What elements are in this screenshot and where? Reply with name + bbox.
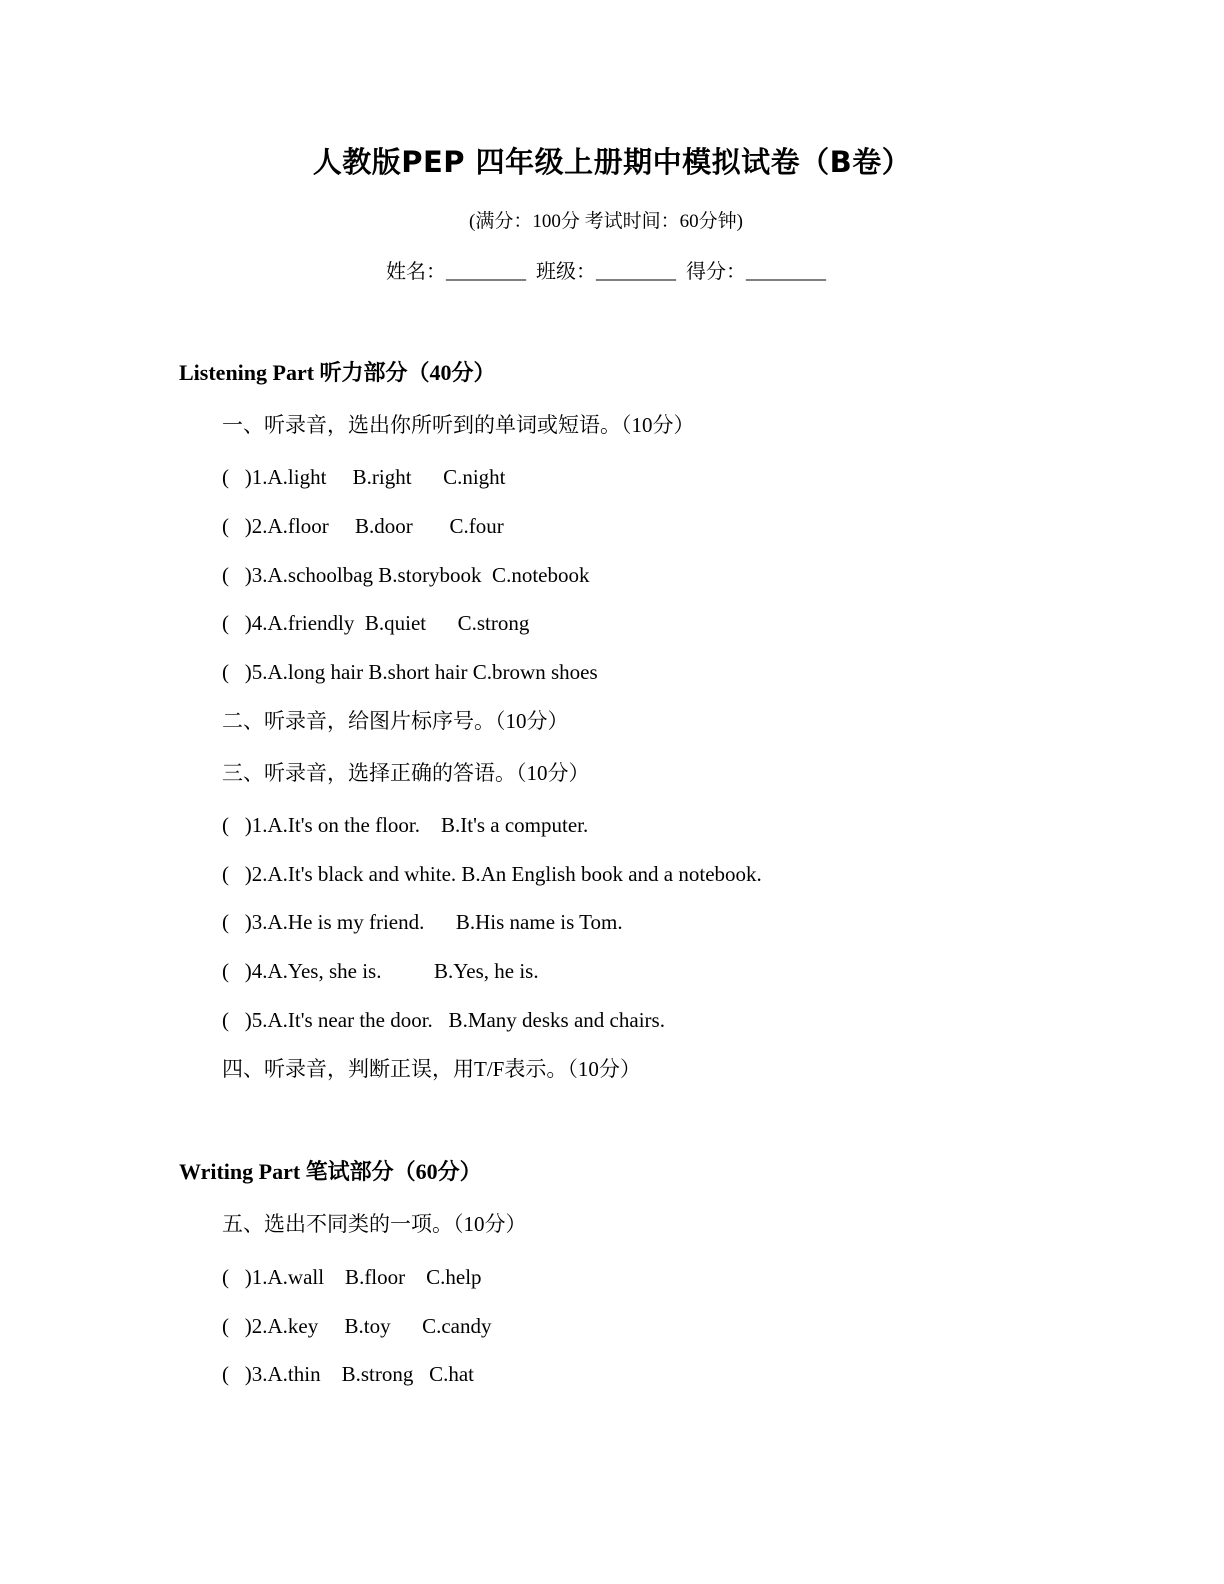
question-item: ( )4.A.friendly B.quiet C.strong: [222, 611, 530, 635]
question-item: ( )5.A.long hair B.short hair C.brown shoes: [222, 660, 598, 684]
question-item: ( )3.A.He is my friend. B.His name is Tom.: [222, 910, 623, 934]
exam-info: (满分：100分 考试时间：60分钟): [469, 211, 743, 232]
section-4-heading: 四、听录音，判断正误，用T/F表示。（10分）: [222, 1057, 641, 1081]
question-item: ( )3.A.thin B.strong C.hat: [222, 1362, 474, 1386]
section-3-heading: 三、听录音，选择正确的答语。（10分）: [222, 761, 590, 785]
question-item: ( )3.A.schoolbag B.storybook C.notebook: [222, 563, 590, 587]
section-5-heading: 五、选出不同类的一项。（10分）: [222, 1212, 527, 1236]
question-item: ( )1.A.light B.right C.night: [222, 465, 506, 489]
question-item: ( )1.A.It's on the floor. B.It's a computer.: [222, 813, 589, 837]
student-info-line: 姓名：________ 班级：________ 得分：________: [386, 261, 826, 283]
question-item: ( )4.A.Yes, she is. B.Yes, he is.: [222, 959, 539, 983]
question-item: ( )5.A.It's near the door. B.Many desks and chairs.: [222, 1008, 665, 1032]
listening-part-heading: Listening Part 听力部分（40分）: [179, 360, 496, 385]
question-item: ( )1.A.wall B.floor C.help: [222, 1265, 482, 1289]
page-title: 人教版PEP 四年级上册期中模拟试卷（B卷）: [312, 145, 912, 179]
question-item: ( )2.A.floor B.door C.four: [222, 514, 504, 538]
question-item: ( )2.A.key B.toy C.candy: [222, 1314, 492, 1338]
section-1-heading: 一、听录音，选出你所听到的单词或短语。（10分）: [222, 413, 695, 437]
section-2-heading: 二、听录音，给图片标序号。（10分）: [222, 709, 569, 733]
question-item: ( )2.A.It's black and white. B.An English book and a notebook.: [222, 862, 762, 886]
writing-part-heading: Writing Part 笔试部分（60分）: [179, 1159, 482, 1184]
